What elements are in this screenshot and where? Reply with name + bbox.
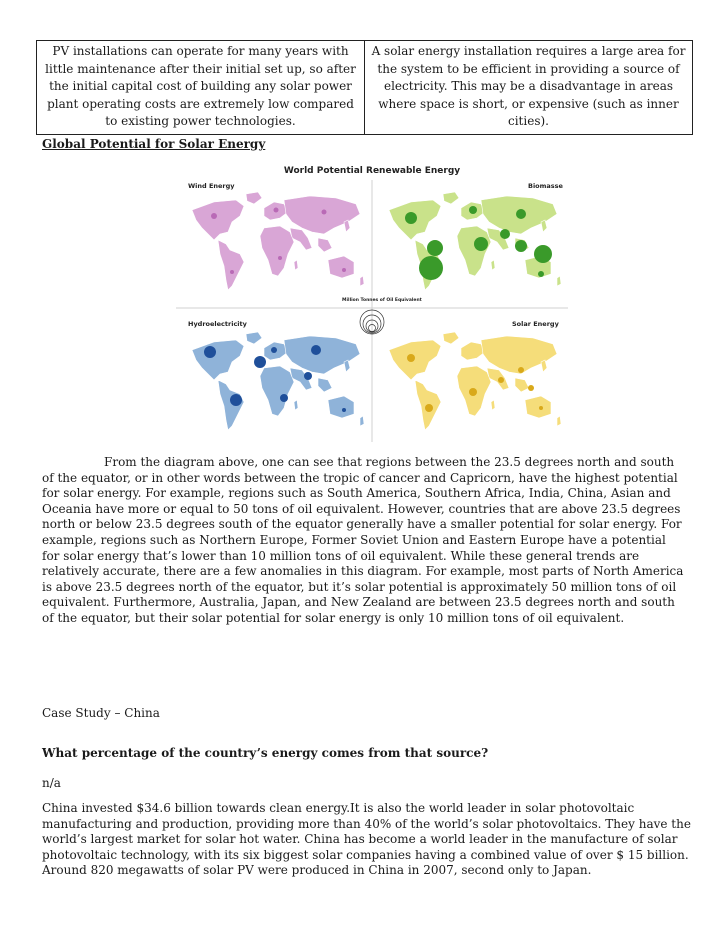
world-renewable-energy-figure bbox=[176, 160, 568, 442]
pros-cons-table bbox=[36, 40, 693, 135]
hydroelectricity-label: Hydroelectricity bbox=[188, 320, 247, 328]
question-heading: What percentage of the country’s energy comes from that source? bbox=[42, 746, 489, 760]
scale-label: Million Tonnes of Oil Equivalent bbox=[342, 298, 422, 303]
china-paragraph bbox=[42, 801, 692, 879]
wind-energy-label: Wind Energy bbox=[188, 182, 235, 190]
table-cell-disadvantage: A solar energy installation requires a large area for the system to be efficient in providing a source of electricity. This may be a disadvantage in areas where space is short, or expensive (such as inner cities). bbox=[365, 41, 693, 135]
analysis-text: From the diagram above, one can see that regions between the 23.5 degrees north and south of the equator, or in other words between the tropic of cancer and Capricorn, have the highest potential for solar energy. For example, regions such as South America, Southern Africa, India, China, Asian and Oceania have more or equal to 50 tons of oil equivalent. However, countries that are above 23.5 degrees north or below 23.5 degrees south of the equator generally have a smaller potential for solar energy. For example, regions such as Northern Europe, Former Soviet Union and Eastern Europe have a potential for solar energy that’s lower than 10 million tons of oil equivalent. While these general trends are relatively accurate, there are a few anomalies in this diagram. For example, most parts of North America is above 23.5 degrees north of the equator, but it’s solar potential is approximately 50 million tons of oil equivalent. Furthermore, Australia, Japan, and New Zealand are between 23.5 degrees north and south of the equator, but their solar potential for solar energy is only 10 million tons of oil equivalent. bbox=[42, 455, 684, 625]
biomass-label: Biomasse bbox=[528, 182, 563, 190]
analysis-paragraph bbox=[42, 455, 686, 627]
case-study-title: Case Study – China bbox=[42, 706, 160, 720]
answer-text: n/a bbox=[42, 776, 61, 790]
section-heading: Global Potential for Solar Energy bbox=[42, 137, 266, 151]
solar-energy-label: Solar Energy bbox=[512, 320, 559, 328]
table-cell-advantage: PV installations can operate for many years with little maintenance after their initial set up, so after the initial capital cost of building any solar power plant operating costs are extremely low compared to existing power technologies. bbox=[37, 41, 365, 135]
figure-title: World Potential Renewable Energy bbox=[283, 166, 461, 176]
china-text: China invested $34.6 billion towards clean energy.It is also the world leader in solar photovoltaic manufacturing and production, providing more than 40% of the world’s solar photovoltaics. They have the world’s largest market for solar hot water. China has become a world leader in the manufacture of solar photovoltaic technology, with its six biggest solar companies having a combined value of over $ 15 billion. Around 820 megawatts of solar PV were produced in China in 2007, second only to Japan. bbox=[42, 801, 691, 878]
